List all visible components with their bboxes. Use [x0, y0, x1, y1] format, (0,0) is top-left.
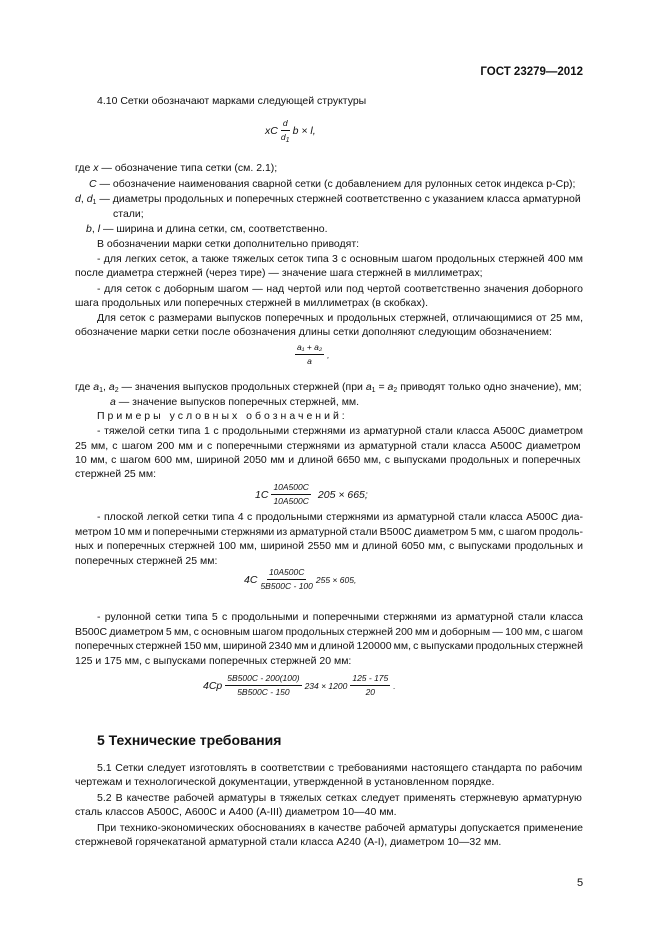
example3-line: 125 и 175 мм, с выпусками поперечных стержней 20 мм: — [75, 655, 352, 667]
example1-line: стержней 25 мм: — [75, 468, 157, 480]
clause-5-1: 5.1 Сетки следует изготовлять в соответствии с требованиями настоящего стандарта по рабочим — [97, 762, 583, 774]
formula-example3 — [203, 673, 396, 698]
formula-den-sub: 1 — [285, 137, 290, 144]
formula-outlets-num: 125 - 175 — [350, 673, 390, 686]
example2-line: - плоской легкой сетки типа 4 с продольными стержнями из арматурной стали класса А500С диа- — [97, 511, 583, 523]
formula-prefix: 1С — [255, 488, 269, 501]
formula-den: d — [280, 132, 286, 142]
where-bl: b, l — ширина и длина сетки, см, соответственно. — [86, 223, 328, 235]
var-d: d — [75, 193, 81, 205]
standard-header: ГОСТ 23279—2012 — [480, 66, 583, 78]
example2-line: поперечных стержней 25 мм: — [75, 555, 218, 567]
section-5-heading: 5 Технические требования — [97, 732, 282, 748]
var-a: a — [110, 396, 116, 408]
where-a — [110, 396, 359, 408]
light-line-2: после диаметра стержней (через тире) — значение шага стержней в миллиметрах; — [75, 267, 483, 279]
formula-example2 — [244, 567, 356, 592]
clause-5-2-note: При технико-экономических обоснованиях в качестве рабочей арматуры допускается применение — [97, 822, 583, 834]
formula-prefix: xC — [265, 124, 278, 137]
equals: = — [375, 381, 388, 393]
where-a12: где $a_1$, $a_2$ — значения выпусков продольных стержней (при $a_1 = a_2$ приводят только одно значение), мм; — [75, 381, 582, 394]
outlet-line-1: Для сеток с размерами выпусков поперечных и продольных стержней, отличающимися от 25 мм, — [97, 312, 583, 324]
formula-den: 10А500С — [273, 496, 309, 506]
formula-mark-structure — [265, 118, 316, 143]
where-a12-text-end: приводят только одно значение), мм; — [397, 381, 582, 393]
clause-5-2: 5.2 В качестве рабочей арматуры в тяжелых сетках следует применять стержневую арматурную — [97, 792, 582, 804]
example1-line: 25 мм, с шагом 200 мм и с поперечными стержнями из арматурной стали класса А500С диаметром — [75, 440, 581, 452]
where-a-text: — значение выпусков поперечных стержней, мм. — [115, 396, 360, 408]
where-d-text: — диаметры продольных и поперечных стержней соответственно с указанием класса арматурной — [96, 193, 581, 205]
clause-5-2-note: стержневой горячекатаной арматурной стали класса А240 (А-I), диаметром 10—32 мм. — [75, 836, 502, 848]
formula-den: 5В500С - 100 — [260, 581, 313, 591]
where-x-text: — обозначение типа сетки (см. 2.1); — [98, 162, 278, 174]
example3-line: - рулонной сетки типа 5 с продольными и поперечными стержнями из арматурной стали класса — [97, 611, 583, 623]
where-d-cont: стали; — [113, 208, 144, 220]
example3-line: поперечных стержней 150 мм, шириной 2340 мм и длиной 120000 мм, с выпусками продольных стержней — [75, 640, 583, 652]
light-line-1: - для легких сеток, а также тяжелых сеток типа 3 с основным шагом продольных стержней 400 мм — [97, 253, 583, 265]
outlet-line-2: обозначение марки сетки после обозначения длины сетки дополняют следующим обозначением: — [75, 326, 552, 338]
var-b: b — [86, 223, 92, 235]
where-c-text: — обозначение наименования сварной сетки (с добавлением для рулонных сеток индекса р-Ср); — [96, 178, 576, 190]
formula-prefix: 4С — [244, 573, 258, 586]
formula-outlets-tail: , — [327, 349, 330, 360]
formula-tail: . — [393, 680, 396, 691]
formula-tail: b × l, — [292, 124, 316, 137]
add-line-1: - для сеток с доборным шагом — над чертой или под чертой соответственно значения доборного — [97, 283, 583, 295]
formula-example1 — [255, 482, 368, 507]
formula-num: 5В500С - 200(100) — [225, 673, 301, 686]
clause-5-2: сталь классов А500С, А600С и А400 (А-III) диаметром 10—40 мм. — [75, 806, 397, 818]
example1-line: - тяжелой сетки типа 1 с продольными стержнями из арматурной стали класса А500С диаметром — [97, 425, 583, 437]
where-word: где — [75, 162, 94, 174]
formula-den: 5В500С - 150 — [237, 687, 290, 697]
where-bl-text: — ширина и длина сетки, см, соответственно. — [100, 223, 328, 235]
sep: , — [103, 381, 109, 393]
extra-intro: В обозначении марки сетки дополнительно приводят: — [97, 238, 360, 250]
example1-line: 10 мм, с шагом 600 мм, шириной 2050 мм и длиной 6650 мм, с выпусками продольных и поперечных — [75, 454, 581, 466]
where-a12-text: — значения выпусков продольных стержней (при — [118, 381, 366, 393]
formula-num: d — [281, 118, 290, 131]
formula-outlets-den: 20 — [365, 687, 376, 697]
examples-heading: Примеры условных обозначений: — [97, 410, 348, 422]
where-d: d, $d_1$ — диаметры продольных и поперечных стержней соответственно с указанием класса арматурной — [75, 193, 581, 206]
formula-tail: 255 × 605, — [315, 574, 357, 585]
formula-outlets-den: a — [307, 356, 312, 366]
example2-line: метром 10 мм и поперечными стержнями из арматурной стали В500С диаметром 5 мм, с шагом продоль- — [75, 526, 583, 538]
add-line-2: шага продольных или поперечных стержней в миллиметрах (в скобках). — [75, 297, 429, 309]
var-d1: d — [86, 193, 93, 205]
formula-num: 10А500С — [267, 567, 306, 580]
example2-line: ных и поперечных стержней 100 мм, шириной 2550 мм и длиной 6050 мм, с выпусками продольных и — [75, 540, 583, 552]
where-word: где — [75, 381, 94, 393]
var-c: C — [89, 178, 97, 190]
var-d1-sub: 1 — [92, 199, 97, 206]
formula-tail: 205 × 665; — [317, 488, 368, 501]
var-x: x — [93, 162, 99, 174]
page-number: 5 — [577, 877, 584, 889]
formula-outlets-num: a₁ + a₂ — [295, 342, 324, 355]
var-l: l — [97, 223, 101, 235]
formula-prefix: 4Ср — [203, 679, 223, 692]
formula-outlets — [292, 342, 329, 367]
clause-4-10-intro: 4.10 Сетки обозначают марками следующей структуры — [97, 95, 367, 107]
where-x — [75, 162, 277, 174]
where-c — [89, 178, 575, 190]
formula-num: 10А500С — [271, 482, 310, 495]
clause-5-1: чертежам и технологической документации, утвержденной в установленном порядке. — [75, 776, 495, 788]
example3-line: В500С диаметром 5 мм, с основным шагом продольных стержней 200 мм и доборным — 100 мм, с шагом — [75, 626, 583, 638]
formula-dimensions: 234 × 1200 — [304, 680, 348, 691]
